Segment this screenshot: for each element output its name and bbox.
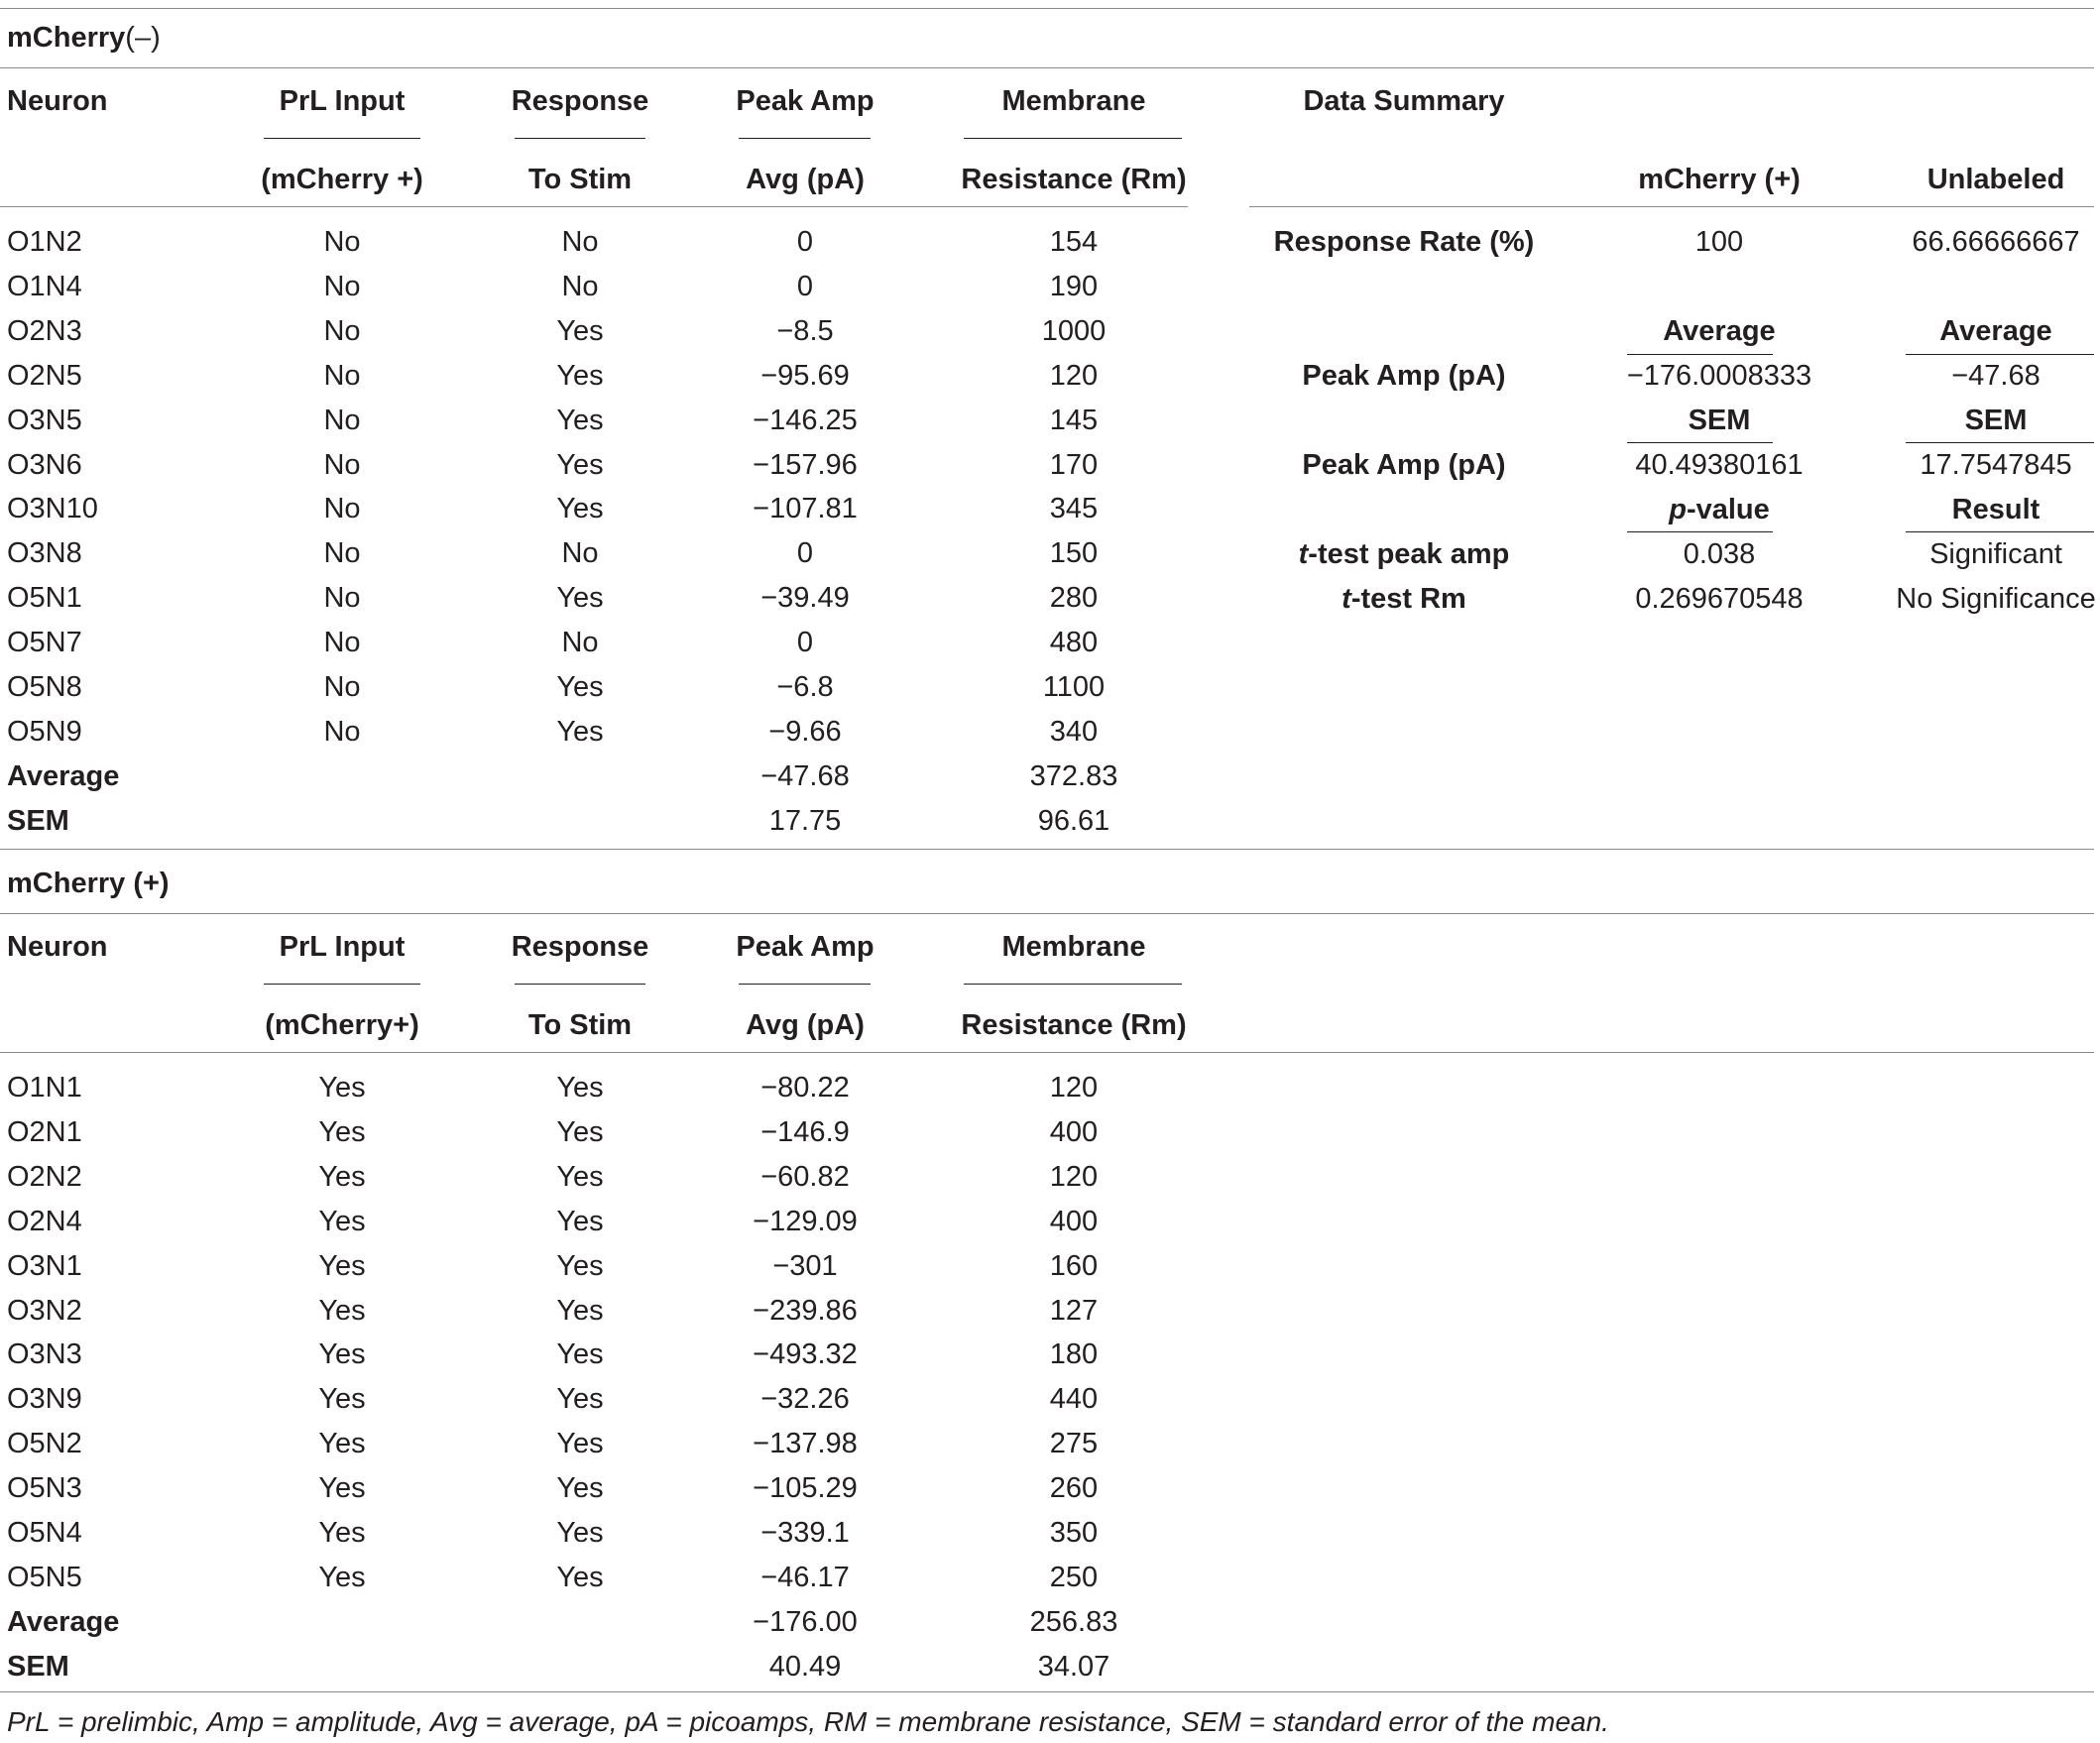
pos-average-rm: 256.83 — [1029, 1606, 1118, 1638]
cell-response: Yes — [556, 404, 604, 436]
cell-membrane-resistance: 145 — [1049, 404, 1099, 436]
cell-response: Yes — [556, 1072, 604, 1104]
summary-average-line-1 — [1627, 354, 1773, 355]
cell-membrane-resistance: 340 — [1049, 715, 1099, 748]
section1-title-suffix: (–) — [125, 22, 161, 54]
cell-peak-amp: −39.49 — [760, 582, 850, 615]
pos-sem-rm: 34.07 — [1037, 1651, 1110, 1683]
cell-membrane-resistance: 1000 — [1041, 314, 1107, 347]
peak-amp-subheader: Avg (pA) — [746, 164, 865, 195]
peak-amp-span-line-2 — [739, 984, 871, 985]
section2-title: mCherry (+) — [7, 868, 170, 899]
cell-prl-input: Yes — [318, 1517, 366, 1549]
cell-prl-input: No — [323, 493, 361, 525]
cell-peak-amp: −6.8 — [776, 671, 834, 703]
cell-prl-input: Yes — [318, 1072, 366, 1104]
cell-peak-amp: −95.69 — [760, 359, 850, 392]
ttest-peak-italic: t — [1298, 538, 1309, 570]
cell-membrane-resistance: 275 — [1049, 1428, 1099, 1460]
cell-peak-amp: −339.1 — [760, 1517, 850, 1549]
cell-membrane-resistance: 180 — [1049, 1338, 1099, 1371]
cell-neuron: O2N2 — [7, 1160, 82, 1193]
neg-average-peak: −47.68 — [760, 760, 850, 792]
cell-neuron: O2N4 — [7, 1205, 82, 1237]
summary-sem-line-1 — [1627, 442, 1773, 443]
section1-title-main: mCherry — [7, 22, 126, 54]
ttest-rm-rest: -test Rm — [1350, 583, 1466, 615]
ttest-rm-italic: t — [1342, 583, 1351, 615]
cell-neuron: O3N9 — [7, 1383, 82, 1416]
cell-response: Yes — [556, 314, 604, 347]
cell-prl-input: No — [323, 671, 361, 703]
cell-membrane-resistance: 120 — [1049, 1072, 1099, 1104]
cell-response: Yes — [556, 1383, 604, 1416]
cell-response: No — [561, 226, 599, 258]
cell-membrane-resistance: 160 — [1049, 1249, 1099, 1282]
cell-response: No — [561, 270, 599, 302]
neg-sem-label: SEM — [7, 805, 69, 837]
cell-prl-input: Yes — [318, 1249, 366, 1282]
cell-prl-input: No — [323, 404, 361, 436]
summary-peak-avg-unlabeled: −47.68 — [1951, 360, 2041, 392]
cell-membrane-resistance: 170 — [1049, 448, 1099, 481]
prl-input-subheader-2: (mCherry+) — [265, 1009, 419, 1041]
peak-amp-header-2: Peak Amp — [736, 931, 875, 963]
summary-result-header: Result — [1951, 494, 2041, 525]
section2-title-rule — [0, 913, 2094, 914]
summary-ttest-peak-result: Significant — [1929, 538, 2062, 570]
cell-neuron: O1N4 — [7, 270, 82, 302]
cell-response: Yes — [556, 1338, 604, 1371]
peak-amp-subheader-2: Avg (pA) — [746, 1009, 865, 1041]
cell-neuron: O5N5 — [7, 1561, 82, 1593]
cell-prl-input: No — [323, 359, 361, 392]
summary-peak-avg-label: Peak Amp (pA) — [1302, 360, 1506, 392]
membrane-span-line-2 — [964, 984, 1182, 985]
cell-peak-amp: −8.5 — [776, 314, 834, 347]
summary-ttest-rm-result: No Significance — [1896, 583, 2096, 615]
cell-response: Yes — [556, 1205, 604, 1237]
cell-prl-input: No — [323, 448, 361, 481]
cell-neuron: O5N4 — [7, 1517, 82, 1549]
response-header: Response — [511, 85, 649, 117]
response-span-line — [515, 138, 645, 139]
membrane-subheader-2: Resistance (Rm) — [961, 1009, 1187, 1041]
cell-membrane-resistance: 345 — [1049, 493, 1099, 525]
prl-input-subheader: (mCherry +) — [261, 164, 423, 195]
membrane-header-2: Membrane — [1001, 931, 1146, 963]
membrane-header: Membrane — [1001, 85, 1146, 117]
summary-peak-sem-label: Peak Amp (pA) — [1302, 449, 1506, 481]
pos-sem-label: SEM — [7, 1651, 69, 1683]
cell-peak-amp: −129.09 — [753, 1205, 858, 1237]
cell-response: Yes — [556, 1115, 604, 1148]
summary-ttest-peak-p: 0.038 — [1683, 538, 1756, 570]
cell-peak-amp: −137.98 — [753, 1428, 858, 1460]
cell-membrane-resistance: 260 — [1049, 1472, 1099, 1505]
cell-neuron: O3N10 — [7, 493, 98, 525]
cell-prl-input: Yes — [318, 1472, 366, 1505]
neg-sem-peak: 17.75 — [768, 805, 842, 837]
cell-response: Yes — [556, 1428, 604, 1460]
cell-peak-amp: −32.26 — [760, 1383, 850, 1416]
cell-prl-input: No — [323, 627, 361, 659]
cell-membrane-resistance: 350 — [1049, 1517, 1099, 1549]
cell-peak-amp: 0 — [796, 627, 814, 659]
summary-result-line — [1906, 531, 2094, 532]
cell-membrane-resistance: 400 — [1049, 1115, 1099, 1148]
section1-title-rule — [0, 67, 2094, 68]
cell-response: Yes — [556, 1294, 604, 1327]
pos-sem-peak: 40.49 — [768, 1651, 842, 1683]
summary-average-line-2 — [1906, 354, 2094, 355]
cell-prl-input: Yes — [318, 1383, 366, 1416]
cell-membrane-resistance: 280 — [1049, 582, 1099, 615]
summary-peak-sem-unlabeled: 17.7547845 — [1920, 449, 2072, 481]
prl-input-header-2: PrL Input — [279, 931, 406, 963]
cell-prl-input: Yes — [318, 1115, 366, 1148]
cell-response: No — [561, 537, 599, 570]
section2-header-rule — [0, 1052, 2094, 1053]
cell-peak-amp: 0 — [796, 270, 814, 302]
neuron-header: Neuron — [7, 85, 108, 117]
summary-response-rate-mcherry: 100 — [1694, 226, 1744, 258]
cell-prl-input: No — [323, 226, 361, 258]
cell-neuron: O5N1 — [7, 582, 82, 615]
cell-membrane-resistance: 190 — [1049, 270, 1099, 302]
pos-average-peak: −176.00 — [753, 1606, 858, 1638]
pvalue-rest: -value — [1686, 494, 1770, 525]
neg-average-rm: 372.83 — [1029, 760, 1118, 792]
cell-membrane-resistance: 150 — [1049, 537, 1099, 570]
cell-response: Yes — [556, 1472, 604, 1505]
cell-prl-input: Yes — [318, 1294, 366, 1327]
cell-neuron: O5N3 — [7, 1472, 82, 1505]
response-subheader: To Stim — [527, 164, 633, 195]
cell-prl-input: Yes — [318, 1338, 366, 1371]
summary-ttest-rm-p: 0.269670548 — [1635, 583, 1804, 615]
summary-col-mcherry: mCherry (+) — [1638, 164, 1801, 195]
cell-peak-amp: −146.9 — [760, 1115, 850, 1148]
cell-response: Yes — [556, 1160, 604, 1193]
cell-prl-input: No — [323, 537, 361, 570]
cell-neuron: O1N1 — [7, 1072, 82, 1104]
cell-neuron: O2N3 — [7, 314, 82, 347]
top-rule — [0, 8, 2094, 9]
pos-average-label: Average — [7, 1606, 120, 1638]
cell-membrane-resistance: 400 — [1049, 1205, 1099, 1237]
cell-prl-input: No — [323, 582, 361, 615]
summary-peak-sem-mcherry: 40.49380161 — [1635, 449, 1804, 481]
cell-peak-amp: −146.25 — [753, 404, 858, 436]
summary-peak-avg-mcherry: −176.0008333 — [1626, 360, 1812, 392]
cell-neuron: O5N9 — [7, 715, 82, 748]
section-divider-rule — [0, 849, 2094, 850]
cell-neuron: O5N2 — [7, 1428, 82, 1460]
peak-amp-span-line — [739, 138, 871, 139]
cell-membrane-resistance: 120 — [1049, 359, 1099, 392]
prl-input-span-line — [264, 138, 420, 139]
cell-response: Yes — [556, 1561, 604, 1593]
cell-response: Yes — [556, 1517, 604, 1549]
peak-amp-header: Peak Amp — [736, 85, 875, 117]
cell-membrane-resistance: 154 — [1049, 226, 1099, 258]
footnote-rule — [0, 1691, 2094, 1692]
neg-sem-rm: 96.61 — [1037, 805, 1110, 837]
cell-peak-amp: −107.81 — [753, 493, 858, 525]
cell-response: Yes — [556, 1249, 604, 1282]
summary-header-rule — [1249, 206, 2094, 207]
summary-sem-line-2 — [1906, 442, 2094, 443]
cell-prl-input: No — [323, 314, 361, 347]
cell-peak-amp: 0 — [796, 537, 814, 570]
summary-sem-header-unlabeled: SEM — [1964, 405, 2028, 436]
summary-title: Data Summary — [1303, 85, 1505, 117]
cell-peak-amp: −105.29 — [753, 1472, 858, 1505]
cell-neuron: O1N2 — [7, 226, 82, 258]
cell-membrane-resistance: 480 — [1049, 627, 1099, 659]
summary-response-rate-unlabeled: 66.66666667 — [1912, 226, 2080, 258]
pvalue-italic: p — [1669, 494, 1687, 525]
cell-neuron: O3N1 — [7, 1249, 82, 1282]
cell-neuron: O5N7 — [7, 627, 82, 659]
cell-response: Yes — [556, 671, 604, 703]
summary-col-unlabeled: Unlabeled — [1926, 164, 2065, 195]
cell-response: Yes — [556, 582, 604, 615]
cell-peak-amp: −60.82 — [760, 1160, 850, 1193]
cell-prl-input: Yes — [318, 1205, 366, 1237]
cell-response: Yes — [556, 493, 604, 525]
ttest-peak-rest: -test peak amp — [1308, 538, 1510, 570]
cell-response: Yes — [556, 448, 604, 481]
cell-peak-amp: −301 — [772, 1249, 838, 1282]
cell-response: Yes — [556, 359, 604, 392]
cell-neuron: O2N5 — [7, 359, 82, 392]
cell-peak-amp: −80.22 — [760, 1072, 850, 1104]
membrane-subheader: Resistance (Rm) — [961, 164, 1187, 195]
summary-average-header-unlabeled: Average — [1939, 315, 2052, 347]
cell-peak-amp: −9.66 — [768, 715, 842, 748]
cell-neuron: O3N6 — [7, 448, 82, 481]
cell-neuron: O5N8 — [7, 671, 82, 703]
summary-pvalue-header — [1669, 496, 1770, 524]
prl-input-span-line-2 — [264, 984, 420, 985]
response-subheader-2: To Stim — [527, 1009, 633, 1041]
neuron-header-2: Neuron — [7, 931, 108, 963]
cell-membrane-resistance: 1100 — [1042, 671, 1106, 703]
cell-peak-amp: −493.32 — [753, 1338, 858, 1371]
section1-header-rule — [0, 206, 1188, 207]
cell-response: Yes — [556, 715, 604, 748]
cell-prl-input: No — [323, 270, 361, 302]
cell-membrane-resistance: 250 — [1049, 1561, 1099, 1593]
summary-ttest-peak-label — [1299, 540, 1510, 569]
cell-prl-input: Yes — [318, 1160, 366, 1193]
summary-pvalue-line — [1627, 531, 1773, 532]
summary-response-rate-label: Response Rate (%) — [1273, 226, 1535, 258]
summary-sem-header-mcherry: SEM — [1688, 405, 1751, 436]
membrane-span-line — [964, 138, 1182, 139]
cell-prl-input: No — [323, 715, 361, 748]
response-span-line-2 — [515, 984, 645, 985]
cell-membrane-resistance: 127 — [1049, 1294, 1099, 1327]
summary-average-header-mcherry: Average — [1663, 315, 1776, 347]
cell-peak-amp: −157.96 — [753, 448, 858, 481]
cell-membrane-resistance: 120 — [1049, 1160, 1099, 1193]
response-header-2: Response — [511, 931, 649, 963]
cell-prl-input: Yes — [318, 1428, 366, 1460]
cell-neuron: O2N1 — [7, 1115, 82, 1148]
prl-input-header: PrL Input — [279, 85, 406, 117]
footnote: PrL = prelimbic, Amp = amplitude, Avg = average, pA = picoamps, RM = membrane resistance, SEM = standard error of the mean. — [7, 1706, 1609, 1737]
neg-average-label: Average — [7, 760, 120, 792]
cell-neuron: O3N8 — [7, 537, 82, 570]
summary-ttest-rm-label — [1342, 585, 1466, 614]
cell-prl-input: Yes — [318, 1561, 366, 1593]
cell-peak-amp: −46.17 — [760, 1561, 850, 1593]
cell-neuron: O3N2 — [7, 1294, 82, 1327]
cell-peak-amp: −239.86 — [753, 1294, 858, 1327]
cell-membrane-resistance: 440 — [1049, 1383, 1099, 1416]
cell-response: No — [561, 627, 599, 659]
cell-peak-amp: 0 — [796, 226, 814, 258]
section1-title — [7, 24, 161, 53]
cell-neuron: O3N3 — [7, 1338, 82, 1371]
cell-neuron: O3N5 — [7, 404, 82, 436]
